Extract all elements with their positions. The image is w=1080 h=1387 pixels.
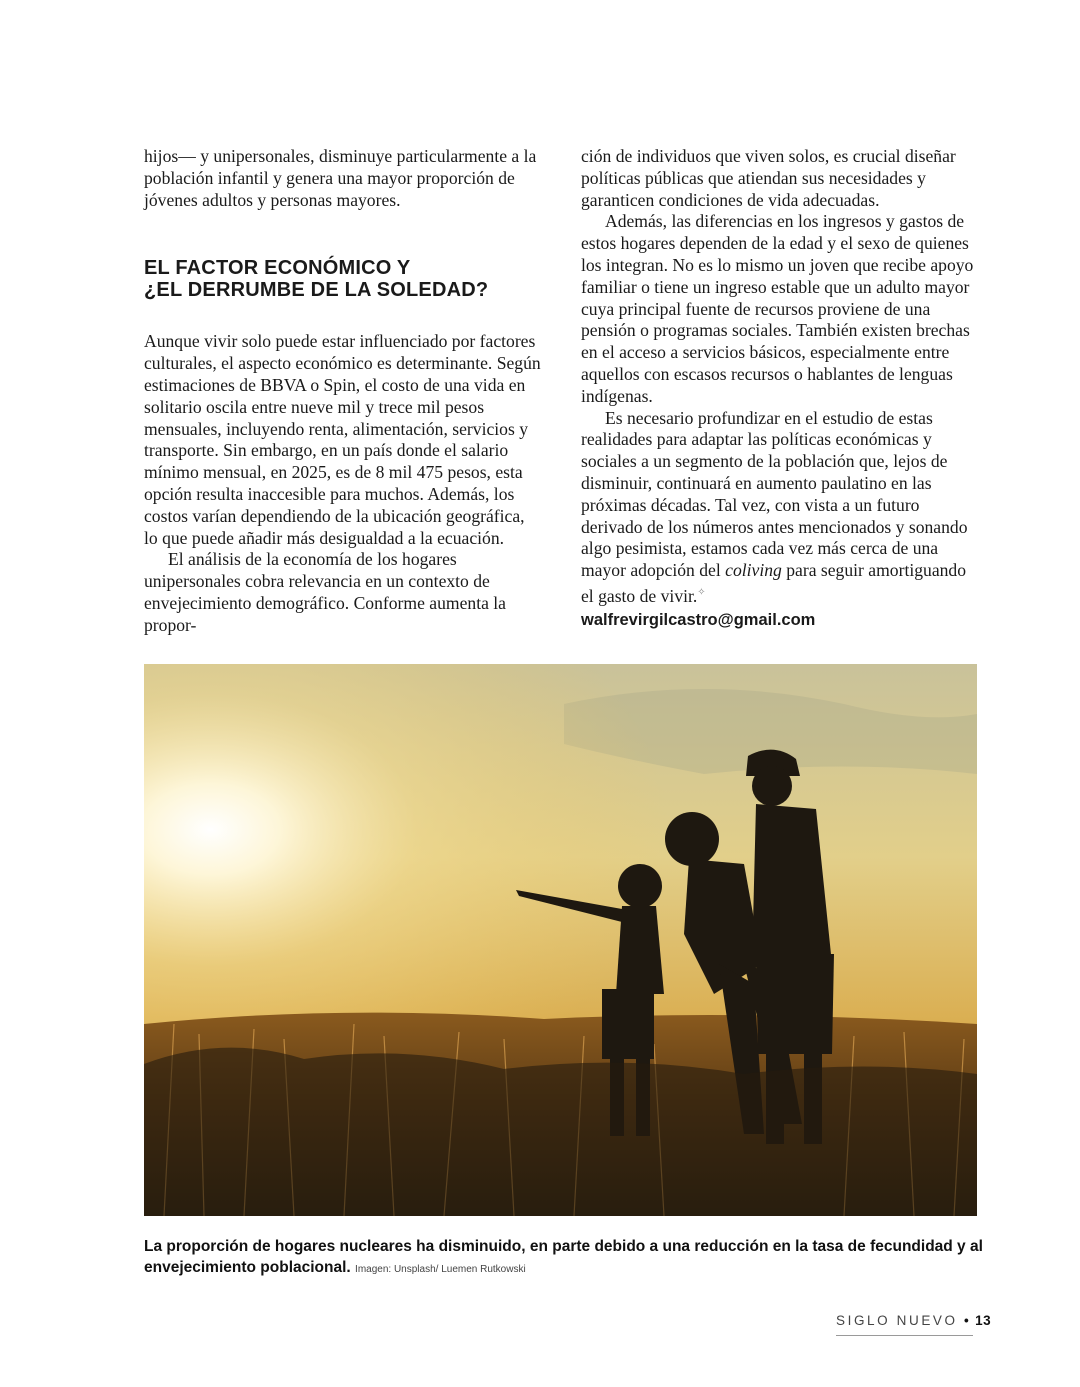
photo-credit: Imagen: Unsplash/ Luemen Rutkowski [355,1264,526,1275]
italic-term: coliving [725,560,782,581]
body-paragraph: Además, las diferencias en los ingresos y gastos de estos hogares dependen de la edad y el sexo de quienes los integran. No es lo mismo un joven que recibe apoyo familiar o tiene un ingreso estable que un adulto mayor cuya principal fuente de recursos proviene de una pensión o programas sociales. También existen brechas en el acceso a servicios básicos, especialmente entre aquellos con escasos recursos o hablantes de lenguas indígenas. [581,211,974,406]
body-paragraph: Aunque vivir solo puede estar influenciado por factores culturales, el aspecto económico es determinante. Según estimaciones de BBVA o Spin, el costo de una vida en solitario oscila entre nueve mil y trece mil pesos mensuales, incluyendo renta, alimentación, servicios y transporte. Sin embargo, en un país donde el salario mínimo mensual, en 2025, es de 8 mil 475 pesos, esta opción resulta inaccesible para muchos. Además, los costos varían dependiendo de la ubicación geográfica, lo que puede añadir más desigualdad a la ecuación. [144,331,541,548]
author-email[interactable]: walfrevirgilcastro@gmail.com [581,610,816,629]
section-heading [144,257,542,301]
body-paragraph-final [581,408,981,608]
page-number: 13 [975,1313,992,1328]
right-column [581,146,981,631]
heading-line-1: EL FACTOR ECONÓMICO Y [144,257,411,280]
left-column [144,146,542,637]
caption-text: La proporción de hogares nucleares ha disminuido, en parte debido a una reducción en la tasa de fecundidad y al envejecimiento poblacional. [144,1238,983,1276]
folio-separator: • [963,1313,969,1328]
page-folio [836,1313,992,1336]
final-text-end: para seguir amortiguando el gasto de vivir. [581,560,967,606]
photo-caption [144,1236,984,1280]
heading-line-2: ¿EL DERRUMBE DE LA SOLEDAD? [144,279,489,302]
body-paragraph: ción de individuos que viven solos, es crucial diseñar políticas públicas que atiendan sus necesidades y garanticen condiciones de vida adecuadas. [581,146,956,210]
final-text: Es necesario profundizar en el estudio de estas realidades para adaptar las políticas económicas y sociales a un segmento de la población que, lejos de disminuir, continuará en aumento paulatino en las próximas décadas. Tal vez, con vista a un futuro derivado de los números antes mencionados y sonando algo pesimista, estamos cada vez más cerca de una mayor adopción del [581,407,968,581]
end-mark-icon: ✧ [697,586,706,598]
body-paragraph: El análisis de la economía de los hogares unipersonales cobra relevancia en un contexto de envejecimiento demográfico. Conforme aumenta la propor- [144,549,506,635]
body-paragraph: hijos— y unipersonales, disminuye particularmente a la población infantil y genera una mayor proporción de jóvenes adultos y personas mayores. [144,146,537,210]
family-silhouette-sunset-photo [144,664,977,1216]
magazine-name: SIGLO NUEVO [836,1313,958,1328]
